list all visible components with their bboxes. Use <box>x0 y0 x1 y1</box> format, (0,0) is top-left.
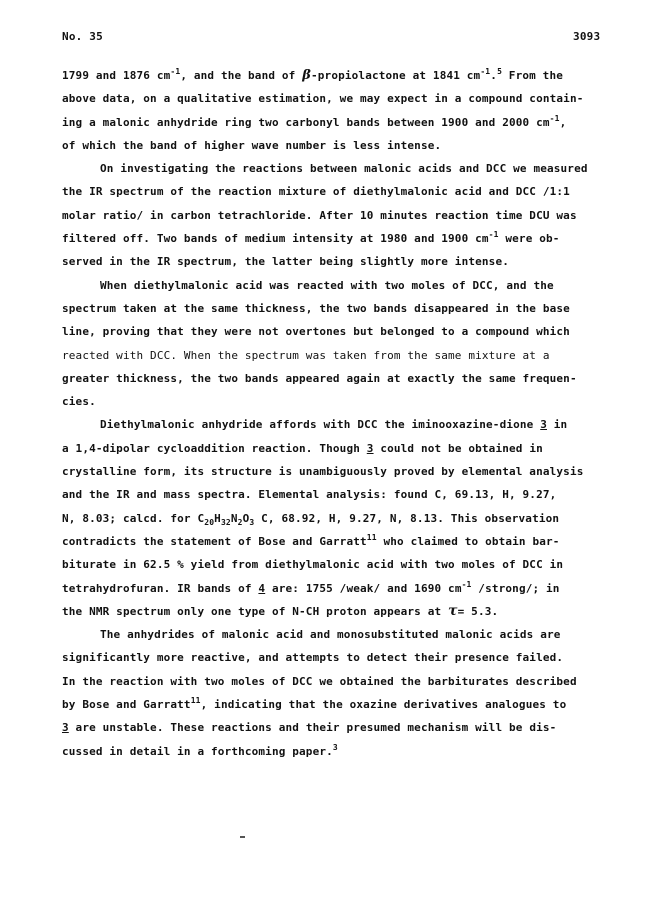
text-line: In the reaction with two moles of DCC we obtained the barbiturates described <box>62 674 577 688</box>
text-line: The anhydrides of malonic acid and monosubstituted malonic acids are <box>100 628 561 642</box>
text-line: by Bose and Garratt$^{11}$, indicating that the oxazine derivatives analogues to <box>62 696 567 712</box>
compound-ref: 4 <box>258 581 266 595</box>
text-line: line, proving that they were not overtones but belonged to a compound which <box>62 325 570 339</box>
text-line: greater thickness, the two bands appeared again at exactly the same frequen- <box>62 371 577 385</box>
text-line: of which the band of higher wave number is less intense. <box>62 138 442 152</box>
text-line: N, 8.03; calcd. for $C_{20}H_{32}N_2O_3$ C, 68.92, H, 9.27, N, 8.13. This observation <box>62 511 560 527</box>
text-line: ing a malonic anhydride ring two carbonyl bands between 1900 and 2000 $cm^{-1}$, <box>62 113 567 129</box>
text-line: crystalline form, its structure is unambiguously proved by elemental analysis <box>62 465 584 479</box>
tau-symbol: τ <box>448 602 458 619</box>
text-line: filtered off. Two bands of medium intensity at 1980 and 1900 $cm^{-1}$ were ob- <box>62 230 560 246</box>
text-line: tetrahydrofuran. IR bands of 4 are: 1755 /weak/ and 1690 $cm^{-1}$ /strong/; in <box>62 579 560 595</box>
compound-ref: 3 <box>366 441 374 455</box>
text-line: 3 are unstable. These reactions and their presumed mechanism will be dis- <box>62 721 557 735</box>
text-line: Diethylmalonic anhydride affords with DCC the iminooxazine-dione 3 in <box>100 418 568 432</box>
text-line: reacted with DCC. When the spectrum was taken from the same mixture at a <box>62 348 550 362</box>
text-line: a 1,4-dipolar cycloaddition reaction. Though 3 could not be obtained in <box>62 441 543 455</box>
text-line: When diethylmalonic acid was reacted with two moles of DCC, and the <box>100 278 554 292</box>
text-line: biturate in 62.5 % yield from diethylmalonic acid with two moles of DCC in <box>62 558 564 572</box>
text-line: cussed in detail in a forthcoming paper.$^3$ <box>62 742 338 758</box>
text-line: the NMR spectrum only one type of N-CH proton appears at τ= 5.3. <box>62 602 499 619</box>
text-line: above data, on a qualitative estimation, we may expect in a compound contain- <box>62 92 584 106</box>
stray-mark <box>240 836 245 838</box>
text-line: On investigating the reactions between malonic acids and DCC we measured <box>100 162 588 176</box>
text-line: molar ratio/ in carbon tetrachloride. After 10 minutes reaction time DCU was <box>62 208 577 222</box>
text-line: cies. <box>62 395 96 409</box>
text-line: 1799 and 1876 $cm^{-1}$, and the band of β-propiolactone at 1841 $cm^{-1}.^5$ From the <box>62 67 563 83</box>
text-line: significantly more reactive, and attempts to detect their presence failed. <box>62 651 564 665</box>
page-number: 3093 <box>573 30 601 43</box>
text-line: spectrum taken at the same thickness, the two bands disappeared in the base <box>62 301 570 315</box>
text-line: the IR spectrum of the reaction mixture of diethylmalonic acid and DCC /1:1 <box>62 185 570 199</box>
text-line: and the IR and mass spectra. Elemental analysis: found C, 69.13, H, 9.27, <box>62 488 557 502</box>
compound-ref: 3 <box>62 721 69 735</box>
journal-issue: No. 35 <box>62 30 103 43</box>
article-body <box>62 64 610 763</box>
text-line: contradicts the statement of Bose and Garratt$^{11}$ who claimed to obtain bar- <box>62 532 560 548</box>
compound-ref: 3 <box>540 418 547 432</box>
text-line: served in the IR spectrum, the latter being slightly more intense. <box>62 255 509 269</box>
